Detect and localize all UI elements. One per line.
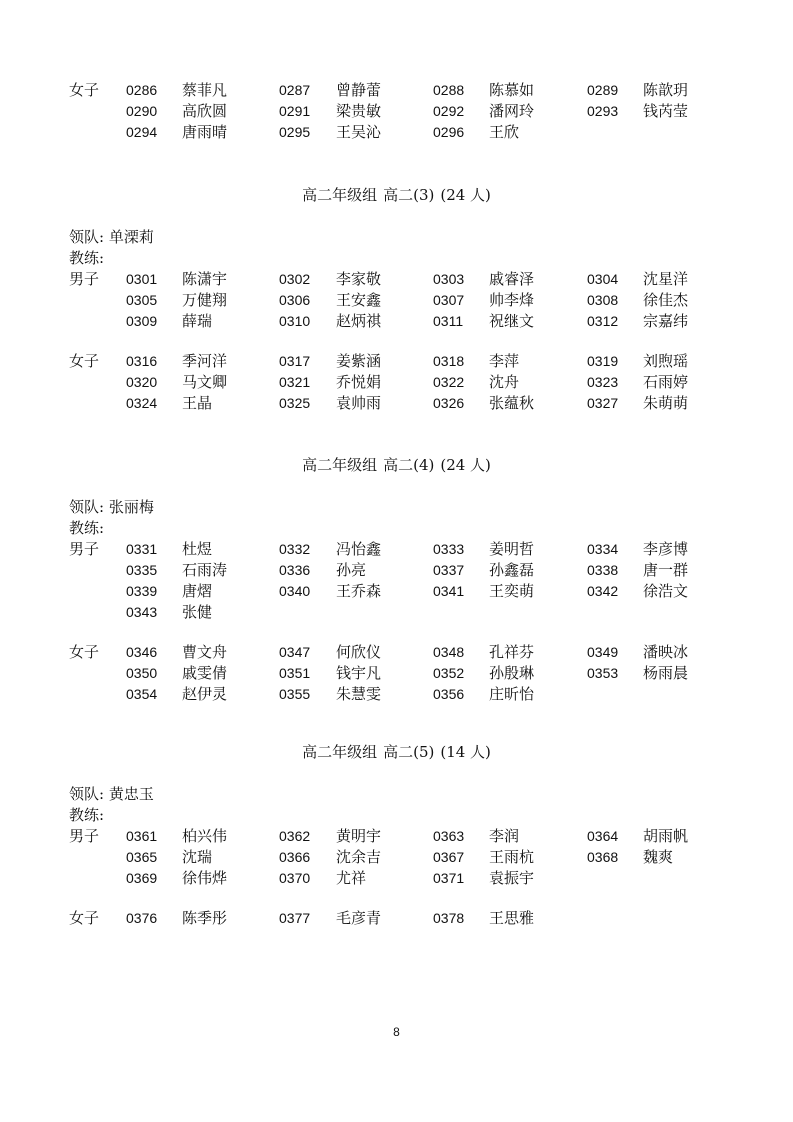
athlete-number: 0335	[126, 562, 158, 578]
athlete-number: 0353	[587, 665, 619, 681]
athlete-name: 马文卿	[182, 373, 228, 391]
athlete-number: 0347	[279, 644, 311, 660]
athlete-name: 戚雯倩	[182, 664, 228, 682]
athlete-name: 毛彦青	[336, 909, 382, 927]
team-leader: 领队: 黄忠玉	[69, 785, 154, 803]
athlete-name: 徐浩文	[643, 582, 689, 600]
athlete-number: 0308	[587, 292, 619, 308]
athlete-name: 张健	[182, 603, 213, 621]
coach-label: 教练:	[69, 806, 105, 824]
athlete-name: 沈余吉	[336, 848, 382, 866]
athlete-name: 唐熠	[182, 582, 213, 600]
athlete-name: 王欣	[489, 123, 520, 141]
gender-label: 女子	[69, 909, 100, 927]
athlete-name: 沈瑞	[182, 848, 213, 866]
athlete-number: 0293	[587, 103, 619, 119]
athlete-name: 戚睿泽	[489, 270, 535, 288]
athlete-number: 0324	[126, 395, 158, 411]
athlete-name: 宗嘉纬	[643, 312, 689, 330]
gender-label: 女子	[69, 81, 100, 99]
athlete-name: 沈星洋	[643, 270, 689, 288]
gender-label: 男子	[69, 827, 100, 845]
athlete-number: 0321	[279, 374, 311, 390]
athlete-name: 袁帅雨	[336, 394, 382, 412]
athlete-number: 0339	[126, 583, 158, 599]
athlete-number: 0350	[126, 665, 158, 681]
athlete-number: 0303	[433, 271, 465, 287]
athlete-name: 季河洋	[182, 352, 228, 370]
athlete-number: 0306	[279, 292, 311, 308]
athlete-number: 0346	[126, 644, 158, 660]
athlete-number: 0363	[433, 828, 465, 844]
athlete-name: 曹文舟	[182, 643, 228, 661]
athlete-number: 0342	[587, 583, 619, 599]
athlete-number: 0289	[587, 82, 619, 98]
athlete-number: 0309	[126, 313, 158, 329]
athlete-name: 杜煜	[182, 540, 213, 558]
title-grade: 高二年级组	[302, 186, 378, 204]
athlete-name: 庄昕怡	[489, 685, 535, 703]
title-klass: 高二(5)	[383, 743, 435, 761]
athlete-number: 0287	[279, 82, 311, 98]
athlete-number: 0337	[433, 562, 465, 578]
athlete-name: 李家敬	[336, 270, 382, 288]
athlete-number: 0354	[126, 686, 158, 702]
athlete-number: 0310	[279, 313, 311, 329]
athlete-name: 祝继文	[489, 312, 535, 330]
athlete-number: 0307	[433, 292, 465, 308]
athlete-name: 孙殷琳	[489, 664, 535, 682]
athlete-name: 袁振宇	[489, 869, 535, 887]
athlete-name: 乔悦娟	[336, 373, 382, 391]
athlete-name: 帅李烽	[489, 291, 535, 309]
athlete-name: 钱宇凡	[336, 664, 382, 682]
athlete-name: 孙亮	[336, 561, 367, 579]
athlete-number: 0356	[433, 686, 465, 702]
athlete-number: 0336	[279, 562, 311, 578]
athlete-name: 万健翔	[182, 291, 228, 309]
title-count: (24 人)	[440, 456, 491, 474]
athlete-number: 0302	[279, 271, 311, 287]
athlete-number: 0366	[279, 849, 311, 865]
athlete-name: 赵伊灵	[182, 685, 228, 703]
athlete-number: 0371	[433, 870, 465, 886]
athlete-number: 0355	[279, 686, 311, 702]
athlete-name: 梁贵敏	[336, 102, 382, 120]
athlete-name: 黄明宇	[336, 827, 382, 845]
athlete-name: 王奕萌	[489, 582, 535, 600]
athlete-name: 李润	[489, 827, 520, 845]
athlete-name: 沈舟	[489, 373, 520, 391]
athlete-number: 0334	[587, 541, 619, 557]
athlete-number: 0290	[126, 103, 158, 119]
athlete-number: 0286	[126, 82, 158, 98]
athlete-number: 0333	[433, 541, 465, 557]
athlete-number: 0378	[433, 910, 465, 926]
athlete-number: 0349	[587, 644, 619, 660]
athlete-name: 胡雨帆	[643, 827, 689, 845]
athlete-number: 0370	[279, 870, 311, 886]
athlete-number: 0323	[587, 374, 619, 390]
athlete-number: 0292	[433, 103, 465, 119]
athlete-number: 0331	[126, 541, 158, 557]
title-grade: 高二年级组	[302, 743, 378, 761]
gender-label: 女子	[69, 352, 100, 370]
athlete-name: 何欣仪	[336, 643, 382, 661]
athlete-name: 朱萌萌	[643, 394, 689, 412]
athlete-number: 0294	[126, 124, 158, 140]
athlete-number: 0341	[433, 583, 465, 599]
gender-label: 女子	[69, 643, 100, 661]
athlete-number: 0364	[587, 828, 619, 844]
athlete-name: 蔡菲凡	[182, 81, 228, 99]
athlete-name: 李萍	[489, 352, 520, 370]
coach-label: 教练:	[69, 519, 105, 537]
athlete-name: 陈歆玥	[643, 81, 689, 99]
athlete-name: 姜紫涵	[336, 352, 382, 370]
athlete-number: 0304	[587, 271, 619, 287]
athlete-number: 0351	[279, 665, 311, 681]
athlete-number: 0291	[279, 103, 311, 119]
athlete-name: 王安鑫	[336, 291, 382, 309]
athlete-name: 魏爽	[643, 848, 674, 866]
athlete-number: 0305	[126, 292, 158, 308]
athlete-number: 0365	[126, 849, 158, 865]
title-grade: 高二年级组	[302, 456, 378, 474]
athlete-number: 0312	[587, 313, 619, 329]
athlete-number: 0327	[587, 395, 619, 411]
athlete-name: 王晶	[182, 394, 213, 412]
athlete-name: 曾静蕾	[336, 81, 382, 99]
athlete-name: 王乔森	[336, 582, 382, 600]
athlete-name: 刘煦瑶	[643, 352, 689, 370]
athlete-name: 陈季彤	[182, 909, 228, 927]
gender-label: 男子	[69, 270, 100, 288]
athlete-name: 尤祥	[336, 869, 367, 887]
athlete-name: 王思雅	[489, 909, 535, 927]
section-title	[0, 455, 793, 475]
team-leader: 领队: 张丽梅	[69, 498, 154, 516]
athlete-name: 薛瑞	[182, 312, 213, 330]
athlete-number: 0326	[433, 395, 465, 411]
athlete-name: 陈潇宇	[182, 270, 228, 288]
gender-label: 男子	[69, 540, 100, 558]
title-klass: 高二(3)	[383, 186, 435, 204]
athlete-number: 0376	[126, 910, 158, 926]
athlete-number: 0340	[279, 583, 311, 599]
athlete-number: 0317	[279, 353, 311, 369]
athlete-number: 0369	[126, 870, 158, 886]
coach-label: 教练:	[69, 249, 105, 267]
athlete-number: 0301	[126, 271, 158, 287]
title-klass: 高二(4)	[383, 456, 435, 474]
title-count: (24 人)	[440, 186, 491, 204]
athlete-name: 孔祥芬	[489, 643, 535, 661]
title-count: (14 人)	[440, 743, 491, 761]
athlete-number: 0348	[433, 644, 465, 660]
athlete-name: 王吴沁	[336, 123, 382, 141]
athlete-name: 柏兴伟	[182, 827, 228, 845]
athlete-number: 0319	[587, 353, 619, 369]
athlete-name: 孙鑫磊	[489, 561, 535, 579]
section-title	[0, 742, 793, 762]
athlete-number: 0343	[126, 604, 158, 620]
athlete-name: 徐伟烨	[182, 869, 228, 887]
athlete-name: 高欣圆	[182, 102, 228, 120]
athlete-name: 姜明哲	[489, 540, 535, 558]
athlete-number: 0311	[433, 313, 464, 329]
athlete-number: 0295	[279, 124, 311, 140]
athlete-number: 0318	[433, 353, 465, 369]
athlete-name: 唐一群	[643, 561, 689, 579]
athlete-name: 石雨婷	[643, 373, 689, 391]
athlete-name: 徐佳杰	[643, 291, 689, 309]
athlete-name: 钱芮莹	[643, 102, 689, 120]
athlete-number: 0362	[279, 828, 311, 844]
athlete-name: 李彦博	[643, 540, 689, 558]
athlete-number: 0352	[433, 665, 465, 681]
athlete-name: 唐雨晴	[182, 123, 228, 141]
page-number: 8	[393, 1025, 400, 1039]
section-title	[0, 185, 793, 205]
athlete-name: 陈慕如	[489, 81, 535, 99]
athlete-number: 0338	[587, 562, 619, 578]
athlete-name: 潘网玲	[489, 102, 535, 120]
athlete-name: 杨雨晨	[643, 664, 689, 682]
athlete-name: 潘映冰	[643, 643, 689, 661]
athlete-number: 0361	[126, 828, 158, 844]
athlete-number: 0325	[279, 395, 311, 411]
athlete-name: 冯怡鑫	[336, 540, 382, 558]
athlete-number: 0316	[126, 353, 158, 369]
athlete-name: 赵炳祺	[336, 312, 382, 330]
athlete-name: 石雨涛	[182, 561, 228, 579]
team-leader: 领队: 单溧莉	[69, 228, 154, 246]
athlete-number: 0320	[126, 374, 158, 390]
athlete-name: 王雨杭	[489, 848, 535, 866]
athlete-number: 0296	[433, 124, 465, 140]
athlete-number: 0322	[433, 374, 465, 390]
athlete-number: 0367	[433, 849, 465, 865]
athlete-name: 朱慧雯	[336, 685, 382, 703]
athlete-number: 0332	[279, 541, 311, 557]
athlete-name: 张蕴秋	[489, 394, 535, 412]
athlete-number: 0377	[279, 910, 311, 926]
athlete-number: 0288	[433, 82, 465, 98]
athlete-number: 0368	[587, 849, 619, 865]
